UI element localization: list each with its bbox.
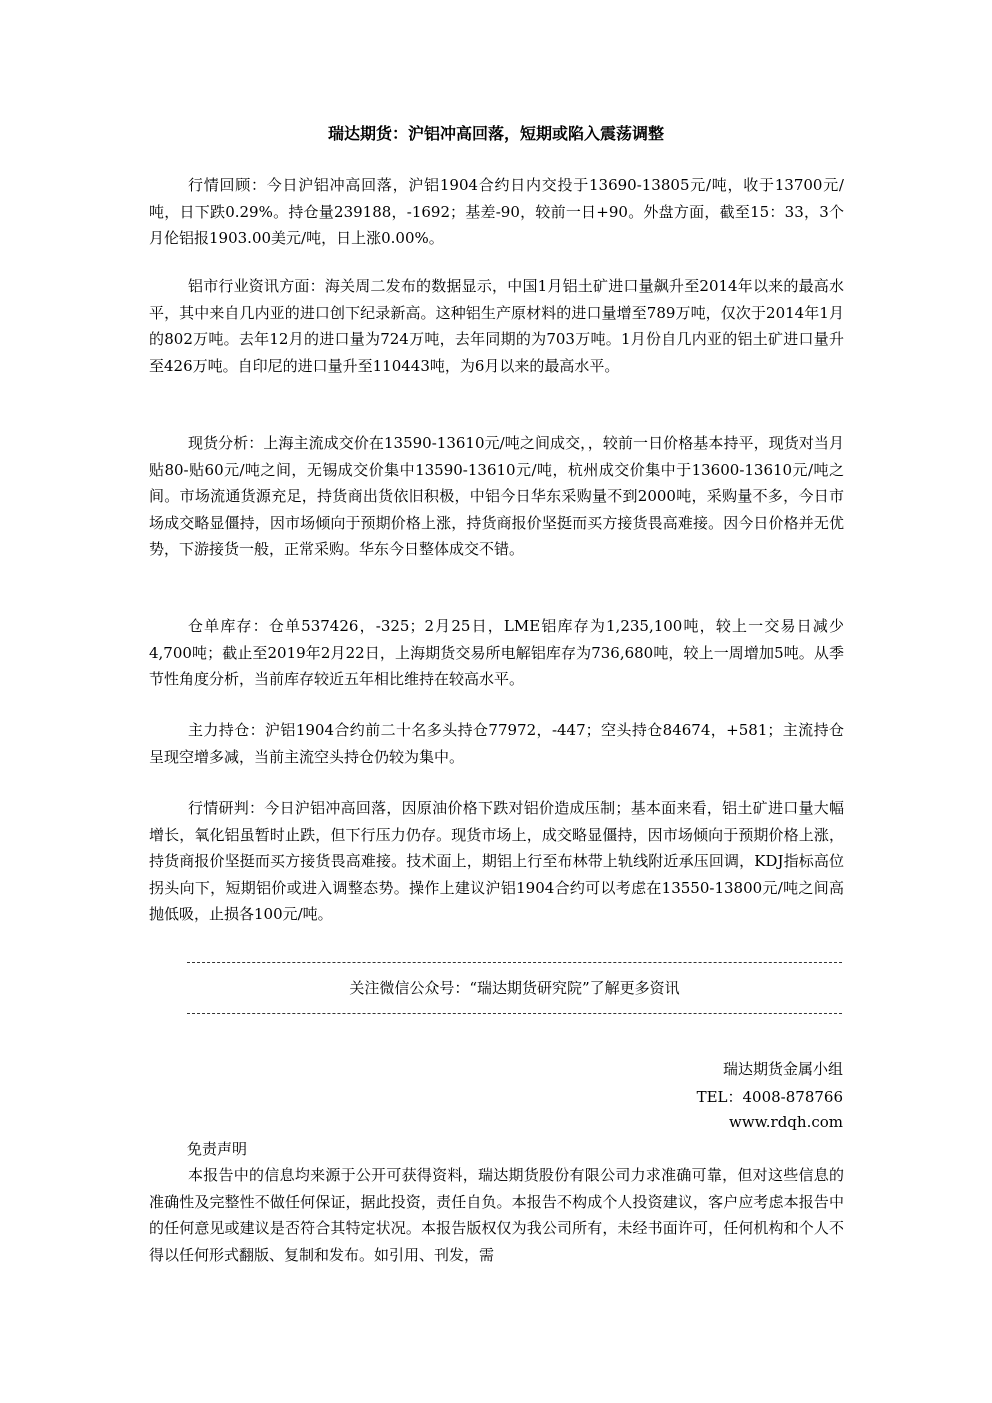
disclaimer-text: 本报告中的信息均来源于公开可获得资料，瑞达期货股份有限公司力求准确可靠，但对这些信息的准确性及完整性不做任何保证，据此投资，责任自负。本报告不构成个人投资建议，客户应考虑本报告中的任何意见或建议是否符合其特定状况。本报告版权仅为我公司所有，未经书面许可，任何机构和个人不得以任何形式翻版、复制和发布。如引用、刊发，需 <box>149 1166 844 1264</box>
signature-group: 瑞达期货金属小组 <box>722 1060 843 1078</box>
paragraph-warehouse-stock: 仓单库存：仓单537426，-325；2月25日，LME铝库存为1,235,100吨，较上一交易日减少4,700吨；截止至2019年2月22日，上海期货交易所电解铝库存为736,680吨，较上一周增加5吨。从季节性角度分析，当前库存较近五年相比维持在较高水平。 <box>149 617 844 688</box>
paragraph-market-review: 行情回顾：今日沪铝冲高回落，沪铝1904合约日内交投于13690-13805元/吨，收于13700元/吨，日下跌0.29%。持仓量239188，-1692；基差-90，较前一日+90。外盘方面，截至15：33，3个月伦铝报1903.00美元/吨，日上涨0.00%。 <box>149 176 844 247</box>
paragraph-spot-analysis: 现货分析：上海主流成交价在13590-13610元/吨之间成交，，较前一日价格基本持平，现货对当月贴80-贴60元/吨之间，无锡成交价集中13590-13610元/吨，杭州成交价集中于13600-13610元/吨之间。市场流通货源充足，持货商出货依旧积极，中铝今日华东采购量不到2000吨，采购量不多，今日市场成交略显僵持，因市场倾向于预期价格上涨，持货商报价坚挺而买方接货畏高难接。因今日价格并无优势，下游接货一般，正常采购。华东今日整体成交不错。 <box>149 434 844 558</box>
divider-top <box>187 962 842 963</box>
page-title: 瑞达期货：沪铝冲高回落，短期或陷入震荡调整 <box>327 124 664 143</box>
paragraph-main-positions: 主力持仓：沪铝1904合约前二十名多头持仓77972，-447；空头持仓84674，+581；主流持仓呈现空增多减，当前主流空头持仓仍较为集中。 <box>149 721 844 766</box>
paragraph-market-outlook: 行情研判：今日沪铝冲高回落，因原油价格下跌对铝价造成压制；基本面来看，铝土矿进口量大幅增长，氧化铝虽暂时止跌，但下行压力仍存。现货市场上，成交略显僵持，因市场倾向于预期价格上涨，持货商报价坚挺而买方接货畏高难接。技术面上，期铝上行至布林带上轨线附近承压回调，KDJ指标高位拐头向下，短期铝价或进入调整态势。操作上建议沪铝1904合约可以考虑在13550-13800元/吨之间高抛低吸，止损各100元/吨。 <box>149 799 844 923</box>
divider-bottom <box>187 1013 842 1014</box>
paragraph-industry-news: 铝市行业资讯方面：海关周二发布的数据显示，中国1月铝土矿进口量飙升至2014年以来的最高水平，其中来自几内亚的进口创下纪录新高。这种铝生产原材料的进口量增至789万吨，仅次于2014年1月的802万吨。去年12月的进口量为724万吨，去年同期的为703万吨。1月份自几内亚的铝土矿进口量升至426万吨。自印尼的进口量升至110443吨，为6月以来的最高水平。 <box>149 277 844 375</box>
follow-wechat-notice: 关注微信公众号：“瑞达期货研究院”了解更多资讯 <box>349 979 680 997</box>
disclaimer-title: 免责声明 <box>187 1140 248 1158</box>
signature-website: www.rdqh.com <box>729 1113 843 1131</box>
signature-tel: TEL：4008-878766 <box>696 1088 843 1106</box>
